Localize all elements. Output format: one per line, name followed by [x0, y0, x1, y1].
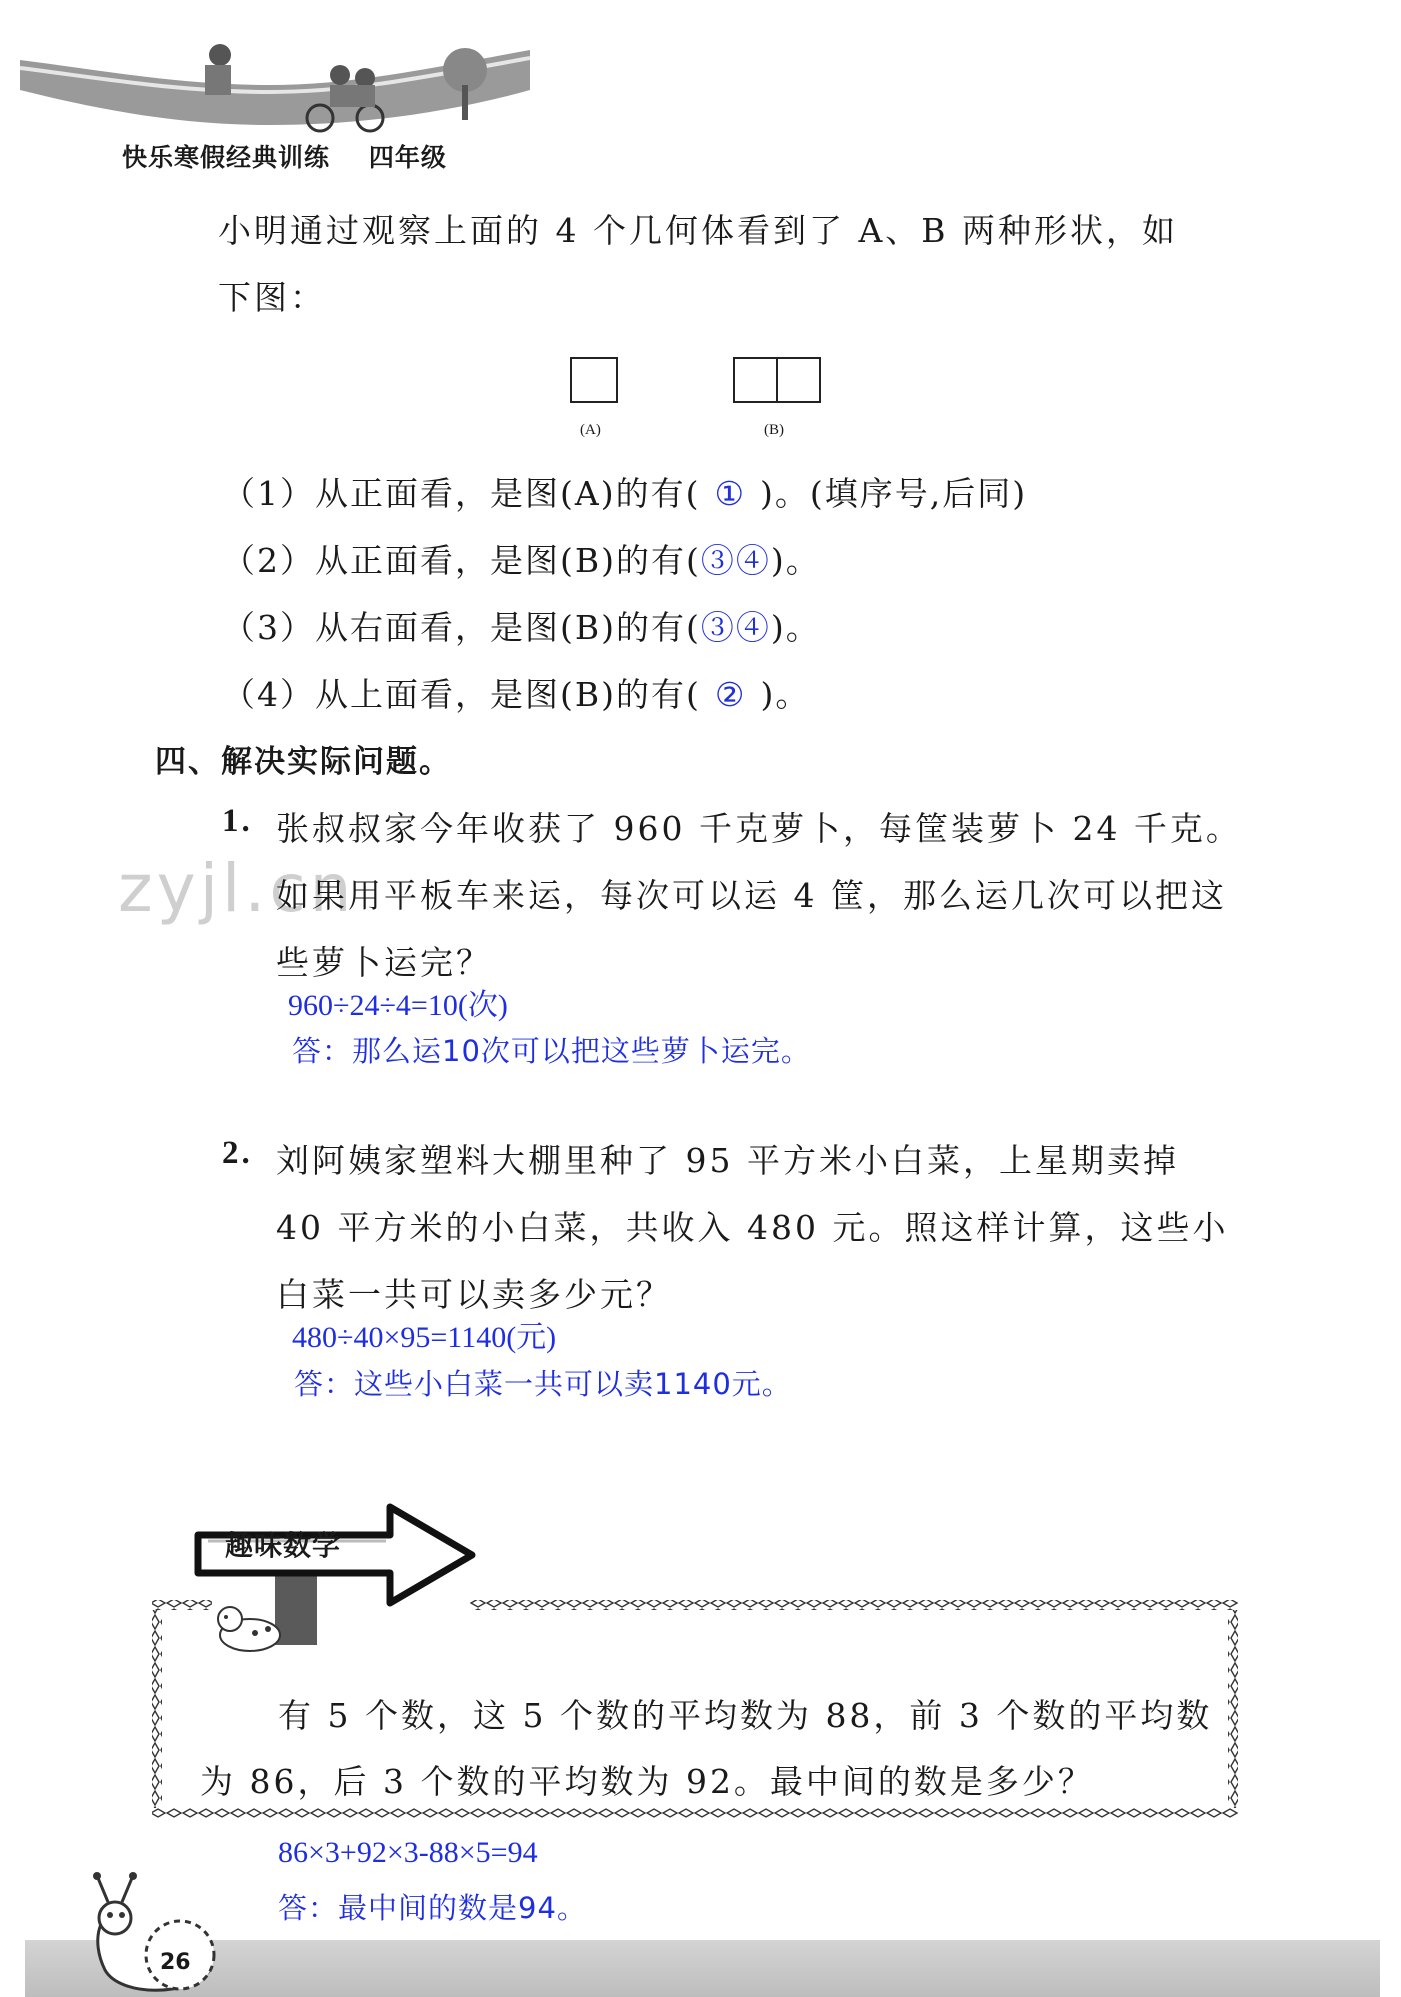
view-question-4-answer: ②	[714, 675, 747, 714]
figure-b-right-cell	[776, 357, 821, 403]
problem-2-number: 2.	[222, 1135, 253, 1171]
view-question-1-prefix: （1）从正面看，是图(A)的有(	[222, 474, 701, 513]
view-question-3	[222, 602, 821, 649]
figure-b-caption: (B)	[764, 422, 784, 438]
snail-mascot-icon	[60, 1870, 240, 1997]
view-question-1-answer: ①	[714, 474, 747, 513]
page-number: 26	[160, 1950, 191, 1975]
problem-1-line-3: 些萝卜运完？	[276, 943, 492, 982]
fun-math-work: 86×3+92×3-88×5=94	[278, 1836, 538, 1869]
fun-math-answer: 答：最中间的数是94。	[278, 1891, 587, 1925]
view-question-4-prefix: （4）从上面看，是图(B)的有(	[222, 675, 701, 714]
view-question-4-suffix: )。	[760, 675, 811, 714]
fun-math-line-1: 有 5 个数，这 5 个数的平均数为 88，前 3 个数的平均数	[278, 1696, 1213, 1735]
figure-a-square	[570, 357, 618, 403]
view-question-4	[222, 669, 810, 716]
fun-math-line-2: 为 86，后 3 个数的平均数为 92。最中间的数是多少？	[200, 1762, 1094, 1801]
section-4-title: 四、解决实际问题。	[155, 744, 452, 780]
problem-1-work: 960÷24÷4=10(次)	[288, 989, 508, 1022]
header-title: 快乐寒假经典训练 四年级	[122, 143, 447, 172]
watermark: zyjl.cn	[118, 850, 356, 927]
view-question-2-suffix: )。	[770, 541, 821, 580]
problem-2-line-2: 40 平方米的小白菜，共收入 480 元。照这样计算，这些小	[276, 1208, 1229, 1247]
fun-math-sign-label: 趣味数学	[225, 1529, 342, 1562]
problem-1-answer: 答：那么运10次可以把这些萝卜运完。	[292, 1034, 811, 1068]
view-question-3-suffix: )。	[770, 608, 821, 647]
view-question-2-answer: ③④	[700, 541, 771, 580]
intro-line-1: 小明通过观察上面的 4 个几何体看到了 A、B 两种形状，如	[218, 211, 1179, 250]
view-question-1	[222, 468, 1027, 515]
view-question-2	[222, 535, 821, 582]
figure-a-caption: (A)	[580, 422, 601, 438]
problem-2-line-3: 白菜一共可以卖多少元？	[276, 1275, 672, 1314]
intro-line-2: 下图：	[218, 278, 326, 317]
problem-1-number: 1.	[222, 803, 253, 839]
problem-2-work: 480÷40×95=1140(元)	[292, 1321, 557, 1354]
view-question-1-suffix: )。(填序号,后同)	[760, 474, 1028, 513]
figure-b-rectangle	[733, 357, 823, 403]
problem-2-line-1: 刘阿姨家塑料大棚里种了 95 平方米小白菜，上星期卖掉	[276, 1141, 1179, 1180]
view-question-3-prefix: （3）从右面看，是图(B)的有(	[222, 608, 701, 647]
problem-2-answer: 答：这些小白菜一共可以卖1140元。	[294, 1367, 792, 1401]
problem-1-line-1: 张叔叔家今年收获了 960 千克萝卜，每筐装萝卜 24 千克。	[276, 809, 1242, 848]
view-question-2-prefix: （2）从正面看，是图(B)的有(	[222, 541, 701, 580]
view-question-3-answer: ③④	[700, 608, 771, 647]
header-illustration	[20, 30, 530, 140]
problem-1-line-2: 如果用平板车来运，每次可以运 4 筐，那么运几次可以把这	[276, 876, 1227, 915]
figure-b-left-cell	[733, 357, 778, 403]
